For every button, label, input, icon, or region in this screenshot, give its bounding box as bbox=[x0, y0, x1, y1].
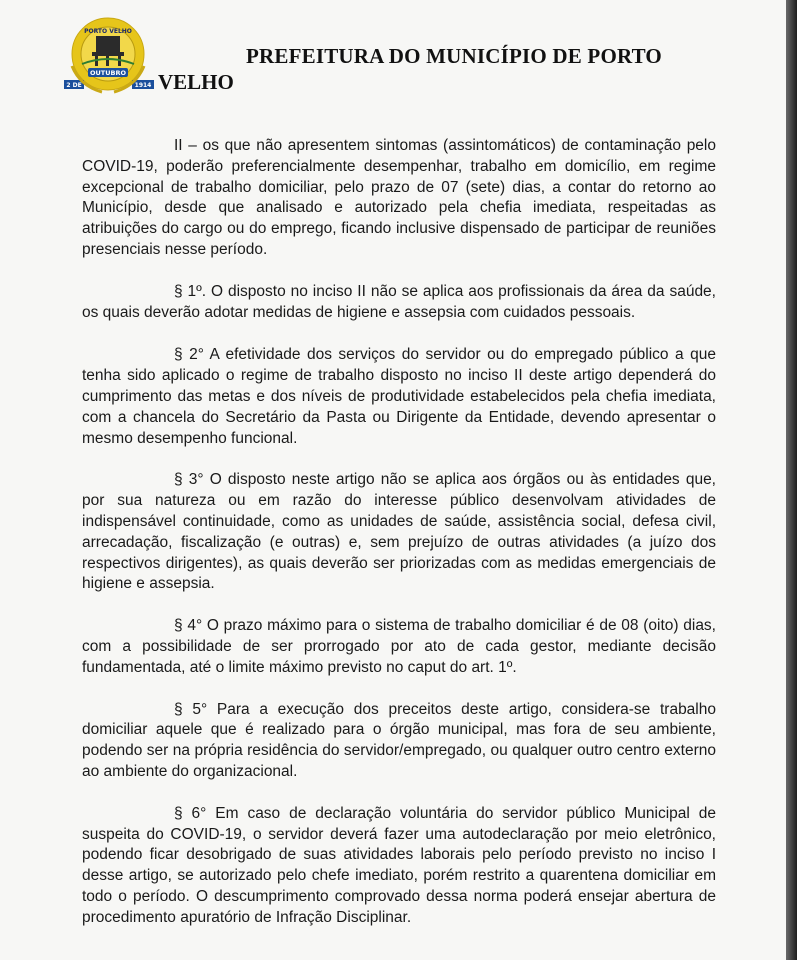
seal-ribbon-text: OUTUBRO bbox=[89, 69, 127, 77]
paragraph-section-3: § 3° O disposto neste artigo não se aplica aos órgãos ou às entidades que, por sua natureza ou em razão do interesse público desenvolvam atividades de indispensável continuidade, como as unidades de saúde, assistência social, defesa civil, arrecadação, fiscalização (e outras) e, sem prejuízo de outras atividades (a juízo dos respectivos dirigentes), as quais deverão ser priorizadas com as medidas emergenciais de higiene e assepsia. bbox=[82, 471, 716, 593]
seal-left-text: 2 DE bbox=[66, 82, 82, 89]
document-title-continuation: VELHO bbox=[158, 70, 234, 94]
paragraph-inciso-ii: II – os que não apresentem sintomas (assintomáticos) de contaminação pelo COVID-19, poderão preferencialmente desempenhar, trabalho em domicílio, em regime excepcional de trabalho domiciliar, pelo prazo de 07 (sete) dias, a contar do retorno ao Município, desde que analisado e autorizado pela chefia imediata, respeitadas as atribuições do cargo ou do emprego, ficando inclusive dispensado de participar de reuniões presenciais nesse período. bbox=[82, 137, 716, 258]
paragraph-section-5: § 5° Para a execução dos preceitos deste artigo, considera-se trabalho domiciliar aquele que é realizado para o órgão municipal, mas fora de seu ambiente, podendo ser na própria residência do servidor/empregado, ou qualquer outro centro externo ao ambiente do organizacional. bbox=[82, 700, 716, 780]
paragraph-section-2: § 2° A efetividade dos serviços do servidor ou do empregado público a que tenha sido aplicado o regime de trabalho disposto no inciso II deste artigo dependerá do cumprimento das metas e dos níveis de produtividade estabelecidos pela chefia imediata, com a chancela do Secretário da Pasta ou Dirigente da Entidade, devendo apresentar o mesmo desempenho funcional. bbox=[82, 346, 716, 447]
paragraph-section-4: § 4° O prazo máximo para o sistema de trabalho domiciliar é de 08 (oito) dias, com a possibilidade de ser prorrogado por ato de cada gestor, mediante decisão fundamentada, até o limite máximo previsto no caput do art. 1º. bbox=[82, 617, 716, 676]
photo-dark-edge bbox=[786, 0, 797, 960]
seal-right-text: 1914 bbox=[134, 82, 152, 89]
document-body bbox=[82, 136, 716, 950]
paragraph-section-6: § 6° Em caso de declaração voluntária do servidor público Municipal de suspeita do COVID-19, o servidor deverá fazer uma autodeclaração por meio eletrônico, podendo ficar desobrigado de suas atividades laborais pelo período previsto no inciso I desse artigo, se autorizado pelo chefe imediato, porém restrito a quarentena domiciliar em todo o período. O descumprimento comprovado dessa norma poderá ensejar abertura de procedimento apuratório de Infração Disciplinar. bbox=[82, 804, 716, 926]
document-title: PREFEITURA DO MUNICÍPIO DE PORTO bbox=[246, 44, 662, 68]
municipal-seal-logo bbox=[62, 16, 158, 100]
seal-top-text: PORTO VELHO bbox=[84, 28, 132, 35]
paragraph-section-1: § 1º. O disposto no inciso II não se aplica aos profissionais da área da saúde, os quais deverão adotar medidas de higiene e assepsia com cuidados pessoais. bbox=[82, 282, 716, 321]
